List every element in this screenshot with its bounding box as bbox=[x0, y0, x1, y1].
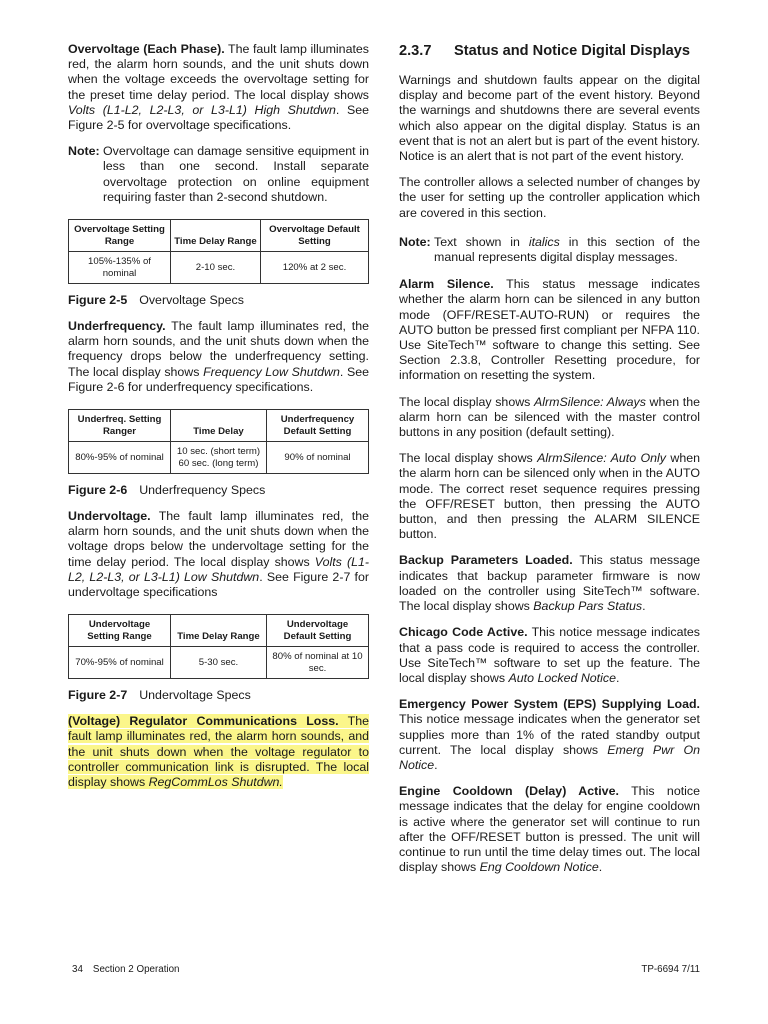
undervoltage-paragraph: Undervoltage. The fault lamp illuminates red, the alarm horn sounds, and the unit shuts down when the voltage drops below the undervoltage setting for the time delay period. The local display shows Volts (L1-L2, L2-L3, or L3-L1) Low Shutdwn. See Figure 2-7 for undervoltage specifications bbox=[68, 509, 369, 600]
intro-paragraph-1: Warnings and shutdown faults appear on the digital display and become part of the event history. Beyond the warnings and shutdowns there are several events which also appear on the digital display. Status is an event that is not an alert but is part of the event history. Notice is an alert that is not part of the event history. bbox=[399, 73, 700, 164]
backup-parameters-paragraph: Backup Parameters Loaded. This status message indicates that backup parameter firmware is now loaded on the controller using SiteTech™ software. The local display shows Backup Pars Status. bbox=[399, 553, 700, 614]
overvoltage-spec-table: Overvoltage Setting Range Time Delay Range Overvoltage Default Setting 105%-135% of nominal 2-10 sec. 120% at 2 sec. bbox=[68, 219, 369, 284]
underfrequency-spec-table: Underfreq. Setting Ranger Time Delay Underfrequency Default Setting 80%-95% of nominal 10 sec. (short term) 60 sec. (long term) 90% of nominal bbox=[68, 409, 369, 474]
overvoltage-display-message: Volts (L1-L2, L2-L3, or L3-L1) High Shutdwn bbox=[68, 102, 336, 117]
figure-2-6-caption: Figure 2-6 Underfrequency Specs bbox=[68, 483, 266, 498]
engine-cooldown-paragraph: Engine Cooldown (Delay) Active. This notice message indicates that the delay for engine cooldown is active where the generator set will continue to run after the OFF/RESET button is pressed. The unit will continue to run until the time delay times out. The local display shows Eng Cooldown Notice. bbox=[399, 784, 700, 875]
section-heading: 2.3.7 Status and Notice Digital Displays bbox=[399, 43, 690, 59]
regulator-paragraph: (Voltage) Regulator Communications Loss. The fault lamp illuminates red, the alarm horn sounds, and the unit shuts down when the voltage regulator to controller communication link is disrupted. The local display shows RegCommLos Shutdwn. bbox=[68, 714, 369, 790]
footer-section: Section 2 Operation bbox=[92, 964, 180, 975]
right-column bbox=[399, 42, 700, 875]
left-column bbox=[68, 42, 369, 790]
figure-2-5-caption: Figure 2-5 Overvoltage Specs bbox=[68, 293, 244, 308]
italics-note: Note: Text shown in italics in this section of the manual represents digital display messages. bbox=[399, 234, 700, 265]
alarm-silence-paragraph: Alarm Silence. This status message indicates whether the alarm horn can be silenced in any button mode (OFF/RESET-AUTO-RUN) or requires the AUTO button be pressed first compliant per NFPA 110. Use SiteTech™ software to change this setting. See Section 2.3.8, Controller Resetting procedure, for information on resetting the system. bbox=[399, 277, 700, 383]
figure-2-7-caption: Figure 2-7 Undervoltage Specs bbox=[68, 688, 251, 703]
chicago-code-paragraph: Chicago Code Active. This notice message indicates that a pass code is required to access the controller. Use SiteTech™ software to set up the feature. The local display shows Auto Locked Notice. bbox=[399, 625, 700, 685]
overvoltage-paragraph: Overvoltage (Each Phase). The fault lamp illuminates red, the alarm horn sounds, and the unit shuts down when the voltage exceeds the overvoltage setting for the preset time delay period. The local display shows Volts (L1-L2, L2-L3, or L3-L1) High Shutdwn. See Figure 2-5 for overvoltage specifications. bbox=[68, 42, 370, 133]
undervoltage-spec-table: Undervoltage Setting Range Time Delay Range Undervoltage Default Setting 70%-95% of nominal 5-30 sec. 80% of nominal at 10 sec. bbox=[68, 614, 369, 679]
underfrequency-paragraph: Underfrequency. The fault lamp illuminates red, the alarm horn sounds, and the unit shuts down when the frequency drops below the underfrequency setting. The local display shows Frequency Low Shutdwn. See Figure 2-6 for underfrequency specifications. bbox=[68, 319, 370, 394]
overvoltage-lead: Overvoltage (Each Phase). bbox=[68, 42, 225, 56]
alarm-always-paragraph: The local display shows AlrmSilence: Always when the alarm horn can be silenced with the master control buttons in any position (default setting). bbox=[399, 394, 701, 440]
overvoltage-note: Note: Overvoltage can damage sensitive equipment in less than one second. Install separate overvoltage protection on online equipment requiring faster than 2-second shutdown. bbox=[68, 144, 369, 204]
eps-paragraph: Emergency Power System (EPS) Supplying Load. This notice message indicates when the generator set supplies more than 1% of the rated standby output current. The local display shows Emerg Pwr On Notice. bbox=[399, 697, 700, 772]
intro-paragraph-2: The controller allows a selected number of changes by the user for setting up the controller application which are covered in this section. bbox=[399, 175, 700, 220]
page-number: 34 bbox=[72, 964, 83, 975]
footer-doc-id: TP-6694 7/11 bbox=[641, 964, 700, 975]
alarm-auto-only-paragraph: The local display shows AlrmSilence: Auto Only when the alarm horn can be silenced only when in the AUTO mode. The correct reset sequence requires pressing the OFF/RESET button, then pressing the AUTO button, and then pressing the ALARM SILENCE button. bbox=[399, 451, 701, 542]
footer-left bbox=[72, 964, 180, 975]
